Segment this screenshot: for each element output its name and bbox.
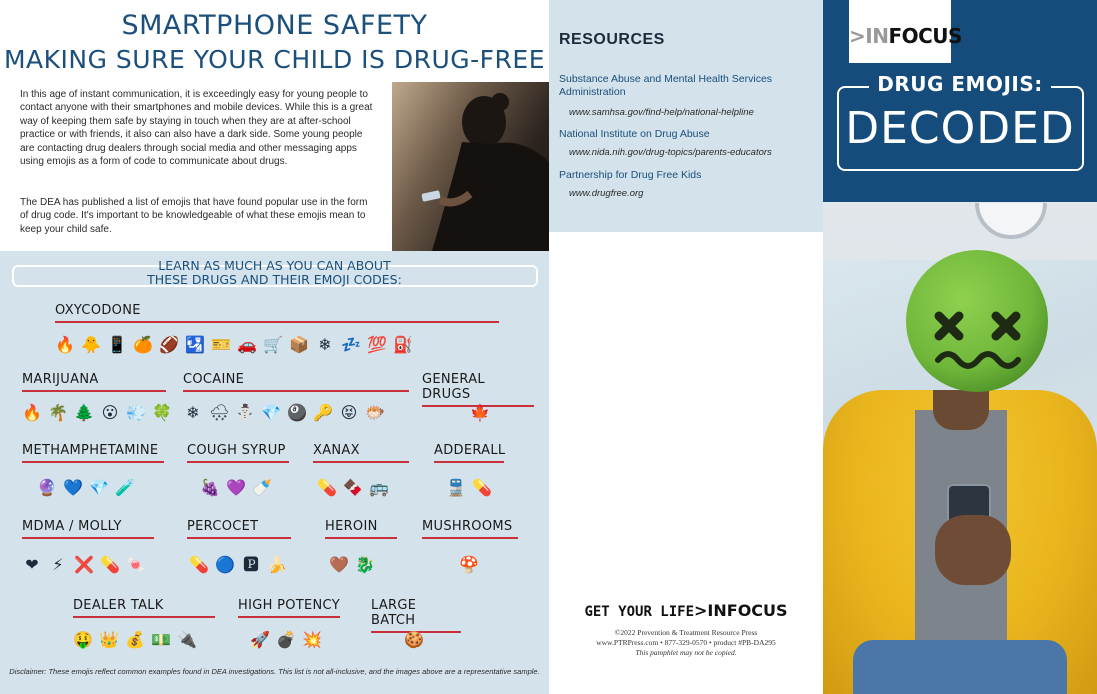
oxycodone-emoji-6: 🛂: [185, 335, 205, 354]
marijuana-emoji-6: 🍀: [152, 403, 172, 422]
dealer-talk-emoji-3: 💰: [125, 630, 145, 649]
marijuana-emoji-1: 🔥: [22, 403, 42, 422]
cover-title-line-2: DECODED: [845, 103, 1075, 154]
drug-name-heroin: HEROIN: [325, 519, 397, 539]
cocaine-emoji-4: 💎: [261, 403, 281, 422]
dealer-talk-emoji-5: 🔌: [177, 630, 197, 649]
logo-prefix: >IN: [849, 24, 889, 48]
emoji-row-cocaine: [183, 403, 385, 423]
dealer-talk-emoji-1: 🤑: [73, 630, 93, 649]
emoji-row-marijuana: [22, 403, 172, 423]
intro-paragraph-2: The DEA has published a list of emojis that have found popular use in the form of drug code. It's important to be knowledgeable of what these emojis mean to keep your child safe.: [20, 197, 368, 235]
percocet-emoji-4: 🍌: [267, 555, 287, 574]
oxycodone-emoji-2: 🐥: [81, 335, 101, 354]
drug-name-xanax: XANAX: [313, 443, 409, 463]
emoji-row-mushrooms: [459, 555, 479, 575]
percocet-emoji-3: 🅿: [242, 555, 259, 574]
emoji-row-adderall: [446, 478, 492, 498]
percocet-emoji-1: 💊: [189, 555, 209, 574]
resource-name-samhsa: Substance Abuse and Mental Health Services Administration: [559, 73, 773, 98]
oxycodone-emoji-8: 🚗: [237, 335, 257, 354]
resources-title: RESOURCES: [559, 31, 665, 48]
oxycodone-emoji-11: ❄: [318, 335, 332, 354]
mdma-molly-emoji-1: ❤: [25, 555, 39, 574]
cocaine-emoji-1: ❄: [186, 403, 200, 422]
footer-logo: [549, 601, 823, 620]
emoji-row-dealer-talk: [73, 630, 197, 650]
drug-name-adderall: ADDERALL: [434, 443, 504, 463]
learn-heading-line-1: LEARN AS MUCH AS YOU CAN ABOUT: [158, 258, 391, 273]
oxycodone-emoji-4: 🍊: [133, 335, 153, 354]
cough-syrup-emoji-1: 🍇: [200, 478, 220, 497]
disclaimer: Disclaimer: These emojis reflect common examples found in DEA investigations. This list is not all-inclusive, and the images above are a representative sample.: [9, 667, 540, 676]
resource-name-nida: National Institute on Drug Abuse: [559, 128, 710, 140]
emoji-row-percocet: [189, 555, 287, 575]
emoji-row-large-batch: [404, 630, 424, 650]
footer-brand: >INFOCUS: [694, 601, 788, 620]
xanax-emoji-2: 🍫: [343, 478, 363, 497]
page-subtitle: MAKING SURE YOUR CHILD IS DRUG-FREE: [3, 45, 546, 74]
marijuana-emoji-2: 🌴: [48, 403, 68, 422]
drug-name-large-batch: LARGE BATCH: [371, 598, 461, 633]
oxycodone-emoji-13: 💯: [367, 335, 387, 354]
cocaine-emoji-8: 🐡: [365, 403, 385, 422]
adderall-emoji-2: 💊: [472, 478, 492, 497]
drug-name-methamphetamine: METHAMPHETAMINE: [22, 443, 164, 463]
drug-name-dealer-talk: DEALER TALK: [73, 598, 215, 618]
cocaine-emoji-7: 😝: [340, 403, 358, 422]
neck: [933, 390, 989, 430]
oxycodone-emoji-14: ⛽: [393, 335, 413, 354]
mdma-molly-emoji-5: 🍬: [126, 555, 146, 574]
oxycodone-emoji-3: 📱: [107, 335, 127, 354]
methamphetamine-emoji-1: 🔮: [37, 478, 57, 497]
high-potency-emoji-3: 💥: [302, 630, 322, 649]
dealer-talk-emoji-4: 💵: [151, 630, 171, 649]
mdma-molly-emoji-4: 💊: [100, 555, 120, 574]
resource-name-drugfree: Partnership for Drug Free Kids: [559, 169, 702, 181]
drug-name-marijuana: MARIJUANA: [22, 372, 166, 392]
emoji-row-cough-syrup: [200, 478, 272, 498]
cough-syrup-emoji-3: 🍼: [252, 478, 272, 497]
logo-suffix: FOCUS: [888, 24, 962, 48]
drug-name-cocaine: COCAINE: [183, 372, 409, 392]
learn-heading-line-2: THESE DRUGS AND THEIR EMOJI CODES:: [147, 272, 402, 287]
footer-slogan: GET YOUR LIFE: [584, 604, 695, 620]
girl-with-phone-photo: [392, 82, 549, 251]
infocus-logo: [849, 0, 962, 63]
resources-panel: [549, 0, 823, 694]
emoji-row-mdma-molly: [22, 555, 146, 575]
cocaine-emoji-6: 🔑: [313, 403, 333, 422]
cover-panel: [823, 0, 1097, 694]
oxycodone-emoji-1: 🔥: [55, 335, 75, 354]
resource-url-nida[interactable]: www.nida.nih.gov/drug-topics/parents-educators: [569, 147, 772, 158]
emoji-row-high-potency: [250, 630, 322, 650]
dealer-talk-emoji-2: 👑: [99, 630, 119, 649]
methamphetamine-emoji-2: 💙: [63, 478, 83, 497]
footer-contact: www.PTRPress.com • 877-329-0570 • product #PB-DA295: [596, 638, 776, 647]
page-title: SMARTPHONE SAFETY: [121, 10, 428, 41]
mdma-molly-emoji-2: ⚡: [52, 555, 64, 574]
large-batch-emoji-1: 🍪: [404, 630, 424, 649]
emoji-row-oxycodone: [55, 335, 413, 355]
oxycodone-emoji-12: 💤: [341, 335, 361, 354]
intro-paragraph-1: In this age of instant communication, it is exceedingly easy for young people to contact anyone with their smartphones and mobile devices. While this is a great way of keeping them safe by staying in touch when they are at after-school practice or with friends, it also can also have a dark side. Some young people are contacting drug dealers through social media and other messaging apps using emojis as a form of code to communicate about drugs.: [20, 89, 373, 168]
emoji-row-methamphetamine: [37, 478, 135, 498]
drug-name-percocet: PERCOCET: [187, 519, 291, 539]
mdma-molly-emoji-3: ❌: [74, 555, 94, 574]
marijuana-emoji-5: 💨: [126, 403, 146, 422]
wall-clock: [975, 203, 1047, 239]
dizzy-face-emoji-icon: [904, 248, 1050, 394]
xanax-emoji-3: 🚌: [369, 478, 389, 497]
heroin-emoji-2: 🐉: [355, 555, 375, 574]
high-potency-emoji-2: 💣: [276, 630, 296, 649]
general-drugs-emoji-1: 🍁: [470, 403, 490, 422]
oxycodone-emoji-7: 🎫: [211, 335, 231, 354]
oxycodone-emoji-9: 🛒: [263, 335, 283, 354]
adderall-emoji-1: 🚆: [446, 478, 466, 497]
emoji-row-xanax: [317, 478, 389, 498]
drug-name-cough-syrup: COUGH SYRUP: [187, 443, 289, 463]
drug-name-general-drugs: GENERAL DRUGS: [422, 372, 534, 407]
drug-name-mdma-molly: MDMA / MOLLY: [22, 519, 154, 539]
heroin-emoji-1: 🤎: [329, 555, 349, 574]
marijuana-emoji-4: 😮: [101, 403, 119, 422]
emoji-row-general-drugs: [470, 403, 490, 423]
footer-copyright: ©2022 Prevention & Treatment Resource Press: [614, 628, 758, 637]
cocaine-emoji-3: ⛄: [235, 403, 255, 422]
mushrooms-emoji-1: 🍄: [459, 555, 479, 574]
oxycodone-emoji-5: 🏈: [159, 335, 179, 354]
emoji-row-heroin: [329, 555, 375, 575]
cough-syrup-emoji-2: 💜: [226, 478, 246, 497]
cocaine-emoji-5: 🎱: [287, 403, 307, 422]
marijuana-emoji-3: 🌲: [74, 403, 94, 422]
hands: [935, 515, 1011, 585]
drug-name-high-potency: HIGH POTENCY: [238, 598, 340, 618]
oxycodone-emoji-10: 📦: [289, 335, 309, 354]
resource-url-samhsa[interactable]: www.samhsa.gov/find-help/national-helpline: [569, 107, 754, 118]
drug-name-oxycodone: OXYCODONE: [55, 303, 499, 323]
cocaine-emoji-2: 🌨: [209, 403, 230, 422]
percocet-emoji-2: 🔵: [215, 555, 235, 574]
cover-title-block: [823, 0, 1097, 202]
drug-name-mushrooms: MUSHROOMS: [422, 519, 518, 539]
cover-title-line-1: DRUG EMOJIS:: [869, 72, 1050, 96]
footer-notice: This pamphlet may not be copied.: [635, 648, 737, 657]
methamphetamine-emoji-3: 💎: [89, 478, 109, 497]
xanax-emoji-1: 💊: [317, 478, 337, 497]
jeans: [853, 640, 1067, 694]
high-potency-emoji-1: 🚀: [250, 630, 270, 649]
resource-url-drugfree[interactable]: www.drugfree.org: [569, 188, 644, 199]
methamphetamine-emoji-4: 🧪: [115, 478, 135, 497]
